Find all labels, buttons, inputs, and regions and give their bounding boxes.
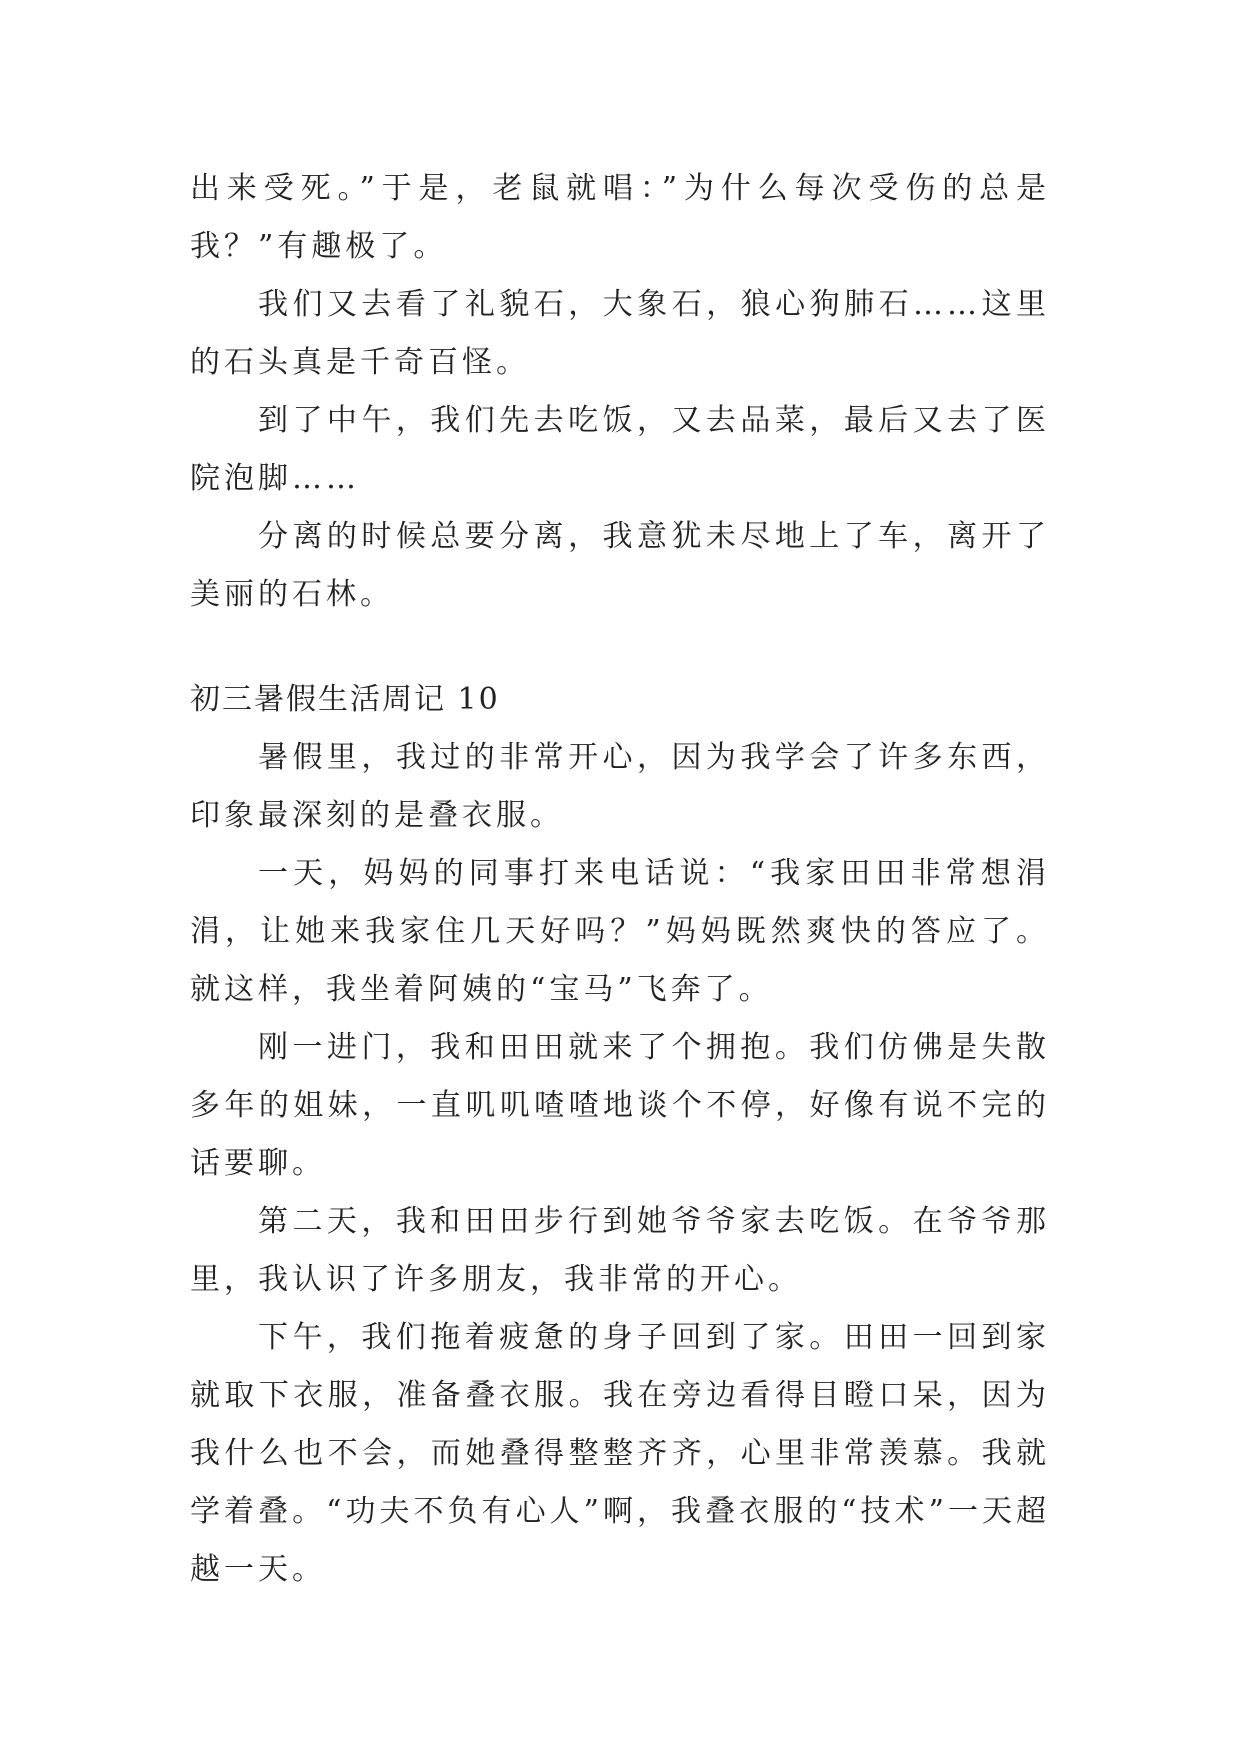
paragraph-departure: 分离的时候总要分离，我意犹未尽地上了车，离开了美丽的石林。	[190, 519, 1050, 612]
paragraph-summer: 暑假里，我过的非常开心，因为我学会了许多东西，印象最深刻的是叠衣服。	[190, 740, 1050, 833]
paragraph-second-day: 第二天，我和田田步行到她爷爷家去吃饭。在爷爷那里，我认识了许多朋友，我非常的开心。	[190, 1204, 1050, 1297]
section-title: 初三暑假生活周记 10	[190, 682, 500, 717]
paragraph-continuation: 出来受死。”于是，老鼠就唱：”为什么每次受伤的总是我？”有趣极了。	[190, 171, 1050, 264]
paragraph-phone-call: 一天，妈妈的同事打来电话说：“我家田田非常想涓涓，让她来我家住几天好吗？”妈妈既然爽快的答应了。就这样，我坐着阿姨的“宝马”飞奔了。	[190, 856, 1050, 1007]
paragraph-noon: 到了中午，我们先去吃饭，又去品菜，最后又去了医院泡脚……	[190, 403, 1050, 496]
document-page	[190, 160, 1050, 1599]
paragraph-afternoon: 下午，我们拖着疲惫的身子回到了家。田田一回到家就取下衣服，准备叠衣服。我在旁边看得目瞪口呆，因为我什么也不会，而她叠得整整齐齐，心里非常羡慕。我就学着叠。“功夫不负有心人”啊，我叠衣服的“技术”一天超越一天。	[190, 1320, 1050, 1587]
paragraph-arrival: 刚一进门，我和田田就来了个拥抱。我们仿佛是失散多年的姐妹，一直叽叽喳喳地谈个不停，好像有说不完的话要聊。	[190, 1030, 1050, 1181]
paragraph-stones: 我们又去看了礼貌石，大象石，狼心狗肺石……这里的石头真是千奇百怪。	[190, 287, 1050, 380]
